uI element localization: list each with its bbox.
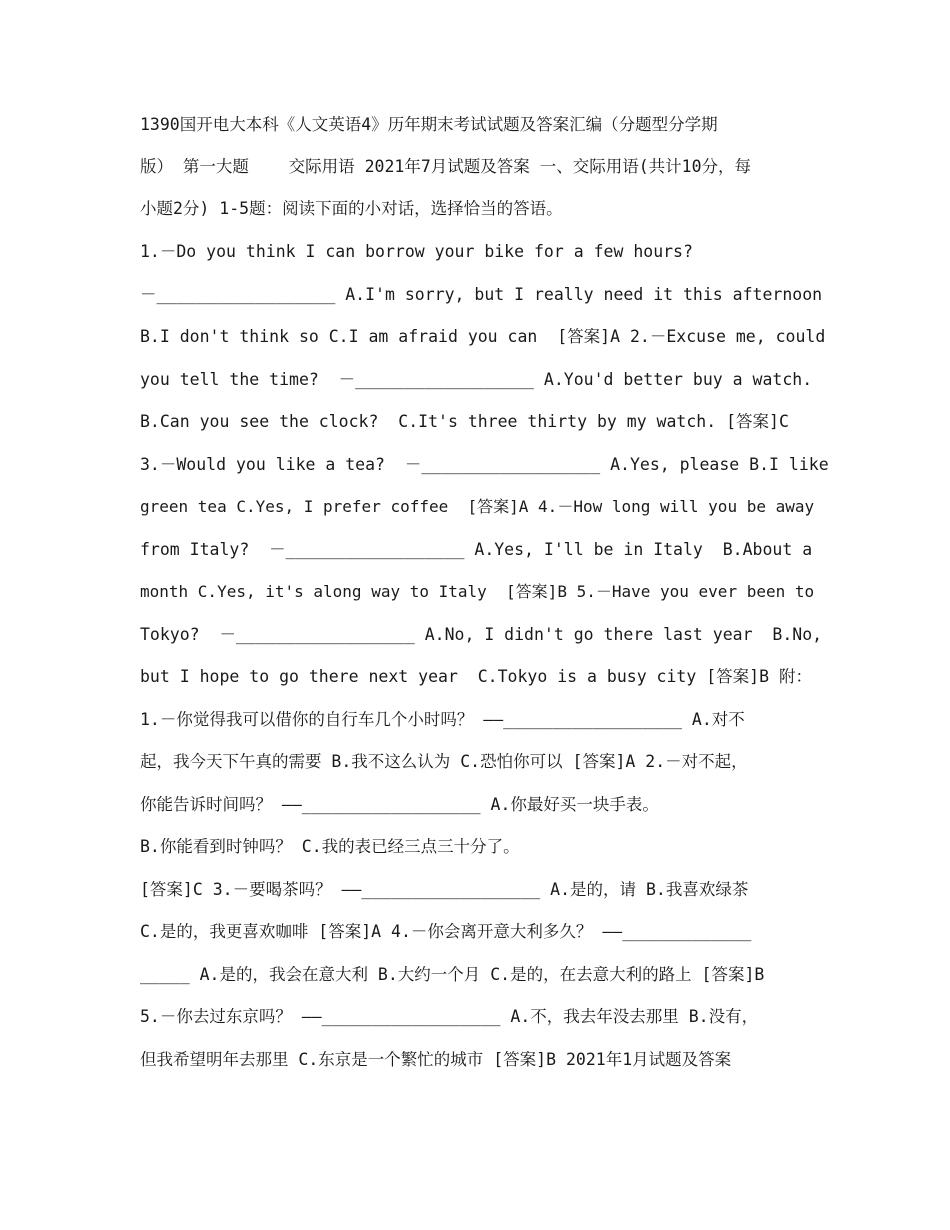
text-line: green tea C.Yes, I prefer coffee [答案]A 4.－How long will you be away [140, 497, 815, 516]
text-line: 1.－你觉得我可以借你的自行车几个小时吗？ ——__________________ A.对不 [140, 710, 745, 729]
text-line: C.是的，我更喜欢咖啡 [答案]A 4.－你会离开意大利多久？ ——_____________ [140, 922, 752, 941]
text-line: B.I don't think so C.I am afraid you can [答案]A 2.－Excuse me, could [140, 327, 826, 346]
text-line: 版） 第一大题 交际用语 2021年7月试题及答案 一、交际用语(共计10分，每 [140, 157, 752, 176]
text-line: _____ A.是的，我会在意大利 B.大约一个月 C.是的，在去意大利的路上 [答案]B [140, 965, 765, 984]
text-line: 1.－Do you think I can borrow your bike for a few hours? [140, 242, 693, 261]
text-line: 小题2分) 1-5题：阅读下面的小对话，选择恰当的答语。 [140, 199, 563, 218]
text-line: 但我希望明年去那里 C.东京是一个繁忙的城市 [答案]B 2021年1月试题及答案 [140, 1050, 732, 1069]
text-line: B.Can you see the clock? C.It's three thirty by my watch. [答案]C [140, 412, 789, 431]
text-line: 3.－Would you like a tea? －__________________ A.Yes, please B.I like [140, 455, 829, 474]
text-line: from Italy? －__________________ A.Yes, I'll be in Italy B.About a [140, 540, 813, 559]
text-line: －__________________ A.I'm sorry, but I really need it this afternoon [140, 285, 823, 304]
text-line: you tell the time? －__________________ A.You'd better buy a watch. [140, 370, 813, 389]
text-line: 1390国开电大本科《人文英语4》历年期末考试试题及答案汇编（分题型分学期 [140, 115, 718, 134]
text-line: B.你能看到时钟吗？ C.我的表已经三点三十分了。 [140, 837, 520, 856]
text-line: 5.－你去过东京吗？ ——__________________ A.不，我去年没去那里 B.没有， [140, 1007, 759, 1026]
text-line: month C.Yes, it's along way to Italy [答案]B 5.－Have you ever been to [140, 582, 815, 601]
text-line: Tokyo? －__________________ A.No, I didn't go there last year B.No, [140, 625, 823, 644]
text-line: 起，我今天下午真的需要 B.我不这么认为 C.恐怕你可以 [答案]A 2.－对不起， [140, 752, 748, 771]
text-line: but I hope to go there next year C.Tokyo is a busy city [答案]B 附： [140, 667, 812, 686]
text-line: [答案]C 3.－要喝茶吗？ ——__________________ A.是的，请 B.我喜欢绿茶 [140, 880, 749, 899]
text-line: 你能告诉时间吗？ ——__________________ A.你最好买一块手表。 [140, 795, 659, 814]
